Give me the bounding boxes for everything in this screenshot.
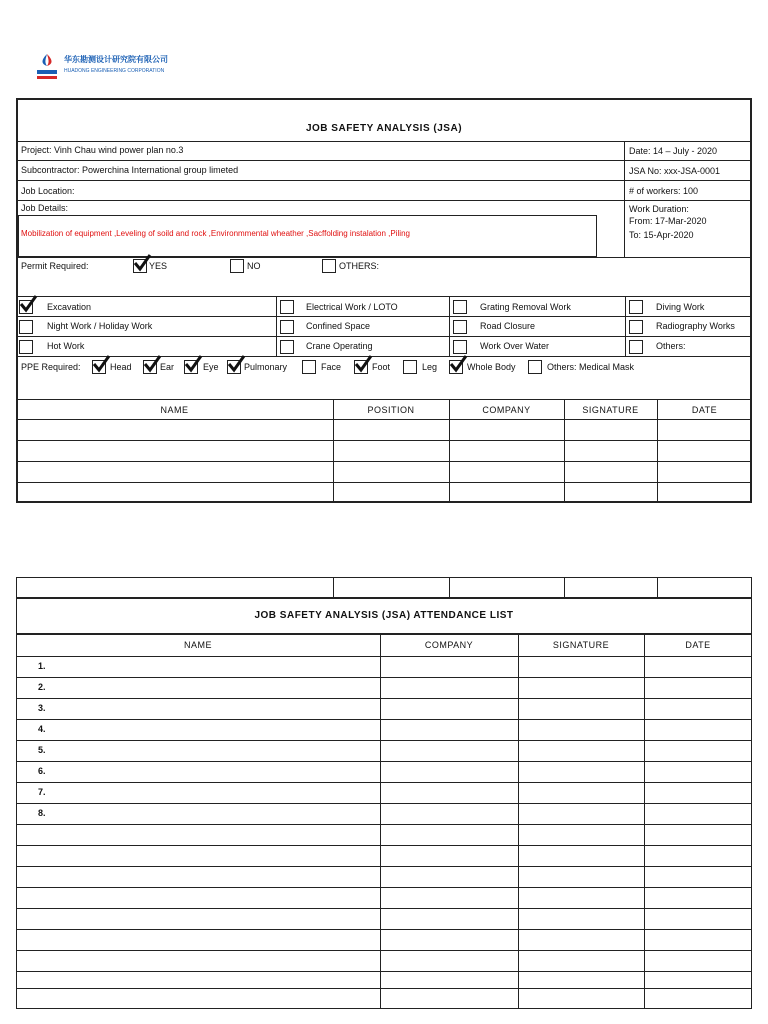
water-checkbox[interactable] [453,340,467,354]
work-grating: Grating Removal Work [480,302,571,312]
road-closure-checkbox[interactable] [453,320,467,334]
ppe-ear: Ear [160,362,175,372]
diving-checkbox[interactable] [629,300,643,314]
ppe-eye-checkbox[interactable] [184,360,198,374]
night-work-checkbox[interactable] [19,320,33,334]
ppe-foot-checkbox[interactable] [354,360,368,374]
row-number: 1. [38,661,46,671]
ppe-pulmonary: Pulmonary [244,362,288,372]
sign-header-company: COMPANY [482,405,531,415]
work-diving: Diving Work [656,302,705,312]
row-number: 7. [38,787,46,797]
others-work-checkbox[interactable] [629,340,643,354]
checkmark-icon [449,355,467,373]
permit-yes-checkbox[interactable] [133,259,147,273]
permit-no-checkbox[interactable] [230,259,244,273]
job-details-value: Mobilization of equipment ,Leveling of soild and rock ,Environmmental wheather ,Sacffolding instalation ,Piling [21,229,410,238]
permit-others-checkbox[interactable] [322,259,336,273]
ppe-head-checkbox[interactable] [92,360,106,374]
ppe-pulmonary-checkbox[interactable] [227,360,241,374]
permit-no-label: NO [247,261,261,271]
work-road-closure: Road Closure [480,321,536,331]
checkmark-icon [184,355,202,373]
att-header-date: DATE [685,640,711,650]
checkmark-icon [354,355,372,373]
confined-space-checkbox[interactable] [280,320,294,334]
radiography-checkbox[interactable] [629,320,643,334]
permit-yes-label: YES [149,261,168,271]
ppe-leg: Leg [422,362,438,372]
permit-others-label: OTHERS: [339,261,380,271]
grating-checkbox[interactable] [453,300,467,314]
hot-work-checkbox[interactable] [19,340,33,354]
work-duration-to: To: 15-Apr-2020 [629,230,694,240]
row-number: 4. [38,724,46,734]
work-night: Night Work / Holiday Work [47,321,153,331]
sign-header-position: POSITION [367,405,415,415]
jsa-title: JOB SAFETY ANALYSIS (JSA) [305,123,463,134]
work-crane: Crane Operating [306,341,373,351]
row-number: 2. [38,682,46,692]
work-radiography: Radiography Works [656,321,735,331]
ppe-ear-checkbox[interactable] [143,360,157,374]
att-header-name: NAME [183,640,212,650]
company-logo [36,52,166,86]
ppe-whole-body: Whole Body [467,362,516,372]
company-name-en: HUADONG ENGINEERING CORPORATION [64,68,165,74]
permit-label: Permit Required: [21,261,89,271]
powerchina-logo-icon [36,52,58,82]
ppe-others-checkbox[interactable] [528,360,542,374]
checkmark-icon [143,355,161,373]
checkmark-icon [92,355,110,373]
date-field: Date: 14 – July - 2020 [629,146,718,156]
att-header-signature: SIGNATURE [552,640,610,650]
job-location-field: Job Location: [21,186,75,196]
company-name-cn: 华东勘测设计研究院有限公司 [64,55,168,64]
work-others: Others: [656,341,686,351]
ppe-head: Head [110,362,132,372]
ppe-face: Face [321,362,342,372]
work-over-water: Work Over Water [480,341,550,351]
electrical-checkbox[interactable] [280,300,294,314]
jsa-no-field: JSA No: xxx-JSA-0001 [629,166,721,176]
row-number: 6. [38,766,46,776]
ppe-whole-body-checkbox[interactable] [449,360,463,374]
work-confined: Confined Space [306,321,371,331]
sign-header-name: NAME [160,405,189,415]
att-header-company: COMPANY [424,640,474,650]
subcontractor-field: Subcontractor: Powerchina International group limeted [21,165,239,175]
excavation-checkbox[interactable] [19,300,33,314]
checkmark-icon [19,295,37,313]
attendance-title: JOB SAFETY ANALYSIS (JSA) ATTENDANCE LIST [254,610,514,621]
ppe-leg-checkbox[interactable] [403,360,417,374]
sign-header-date: DATE [691,405,718,415]
work-duration-from: From: 17-Mar-2020 [629,216,707,226]
job-details-label: Job Details: [21,203,69,213]
row-number: 5. [38,745,46,755]
work-hot: Hot Work [47,341,85,351]
row-number: 8. [38,808,46,818]
work-duration-label: Work Duration: [629,204,689,214]
row-number: 3. [38,703,46,713]
project-field: Project: Vinh Chau wind power plan no.3 [21,145,184,155]
ppe-foot: Foot [372,362,391,372]
crane-checkbox[interactable] [280,340,294,354]
ppe-label: PPE Required: [21,362,81,372]
ppe-others: Others: Medical Mask [547,362,635,372]
workers-field: # of workers: 100 [629,186,699,196]
sign-header-signature: SIGNATURE [582,405,639,415]
ppe-face-checkbox[interactable] [302,360,316,374]
ppe-eye: Eye [203,362,219,372]
work-electrical: Electrical Work / LOTO [306,302,398,312]
work-excavation: Excavation [47,302,92,312]
checkmark-icon [227,355,245,373]
